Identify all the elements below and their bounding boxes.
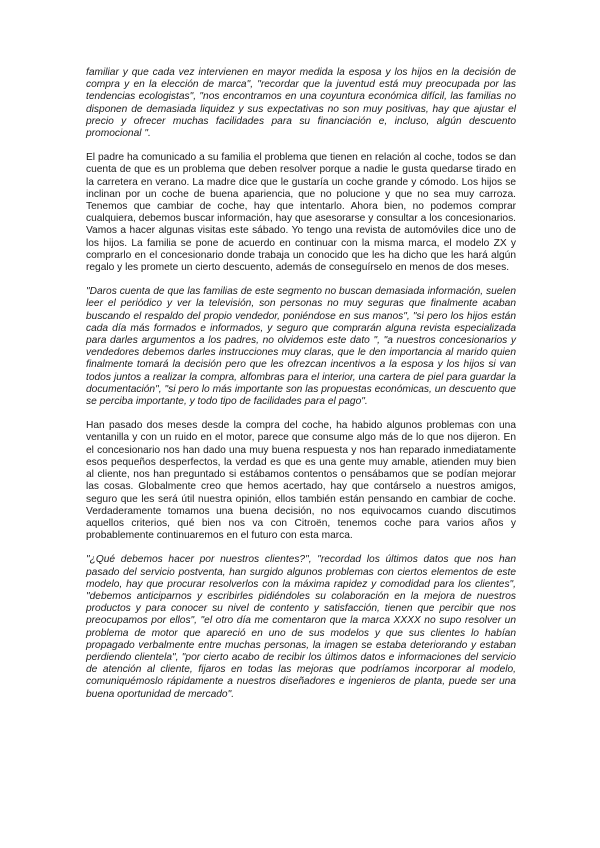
paragraph-spacer [86, 274, 516, 286]
paragraph-quote-3: "¿Qué debemos hacer por nuestros clientes?", "recordad los últimos datos que nos han pasado del servicio postventa, han surgido algunos problemas con ciertos elementos de este modelo, hay que procurar resolverlos con la máxima rapidez y comodidad para los clientes", "debemos anticiparnos y escribirles pidiéndoles su colaboración en la mejora de nuestros productos y para conocer su nivel de contento y satisfacción, tienen que percibir que nos preocupamos por ellos", "el otro día me comentaron que la marca XXXX no supo resolver un problema de motor que apareció en uno de sus modelos y que sus clientes lo habían propagado verbalmente entre muchas personas, la imagen se estaba deteriorando y estaban perdiendo clientela", "por cierto acabo de recibir los últimos datos e informaciones del servicio de atención al cliente, fijaros en todas las mejoras que podríamos incorporar al modelo, comuniquémoslo rápidamente a nuestros diseñadores e ingenieros de planta, puede ser una buena oportunidad de mercado". [86, 554, 516, 700]
paragraph-quote-2: "Daros cuenta de que las familias de este segmento no buscan demasiada información, suelen leer el periódico y ver la televisión, son personas no muy seguras que finalmente acaban buscando el respaldo del propio vendedor, poniéndose en sus manos", "si pero los hijos están cada día más formados e informados, y seguro que comprarán alguna revista especializada para darles argumentos a los padres, no olvidemos este dato ", "a nuestros concesionarios y vendedores debemos darles instrucciones muy claras, que le den importancia al marido quien finalmente tomará la decisión pero que les ofrezcan incentivos a la esposa y los hijos si van todos juntos a realizar la compra, alfombras para el interior, una cartera de piel para guardar la documentación", "si pero lo más importante son las propuestas económicas, un descuento que se perciba importante, y todo tipo de facilidades para el pago". [86, 286, 516, 408]
paragraph-narrative-2: Han pasado dos meses desde la compra del coche, ha habido algunos problemas con una ventanilla y con un ruido en el motor, parece que consume algo más de lo que nos dijeron. En el concesionario nos han dado una muy buena respuesta y nos han reparado inmediatamente esos pequeños desperfectos, la verdad es que es una gente muy amable, atienden muy bien al cliente, nos han preguntado si estábamos contentos o pensábamos que se podían mejorar las cosas. Globalmente creo que hemos acertado, hay que contárselo a nuestros amigos, seguro que les será útil nuestra opinión, ellos también están pensando en cambiar de coche. Verdaderamente tomamos una buena decisión, no nos equivocamos cuando discutimos aquellos criterios, qué bien nos va con Citroën, tenemos coche para varios años y probablemente continuaremos en el futuro con esta marca. [86, 420, 516, 542]
paragraph-spacer [86, 408, 516, 420]
paragraph-spacer [86, 542, 516, 554]
paragraph-spacer [86, 140, 516, 152]
document-page [86, 67, 516, 701]
paragraph-quote-1: familiar y que cada vez intervienen en mayor medida la esposa y los hijos en la decisión de compra y en la elección de marca", "recordar que la juventud está muy preocupada por las tendencias ecologistas", "nos encontramos en una coyuntura económica difícil, las familias no disponen de demasiada liquidez y sus expectativas no son muy positivas, hay que ajustar el precio y ofrecer muchas facilidades para su financiación e, incluso, algún descuento promocional ". [86, 67, 516, 140]
paragraph-narrative-1: El padre ha comunicado a su familia el problema que tienen en relación al coche, todos se dan cuenta de que es un problema que deben resolver porque a nadie le gusta quedarse tirado en la carretera en verano. La madre dice que le gustaría un coche grande y cómodo. Los hijos se inclinan por un coche de buena apariencia, que no polucione y que no sea muy carroza. Tenemos que cambiar de coche, hay que intentarlo. Ahora bien, no podemos comprar cualquiera, debemos buscar información, hay que asesorarse y consultar a los concesionarios. Vamos a hacer algunas visitas este sábado. Yo tengo una revista de automóviles dice uno de los hijos. La familia se pone de acuerdo en continuar con la misma marca, el modelo ZX y comprarlo en el concesionario donde trabaja un conocido que les ha dicho que les hará algún regalo y les promete un cierto descuento, además de conseguírselo en menos de dos meses. [86, 152, 516, 274]
